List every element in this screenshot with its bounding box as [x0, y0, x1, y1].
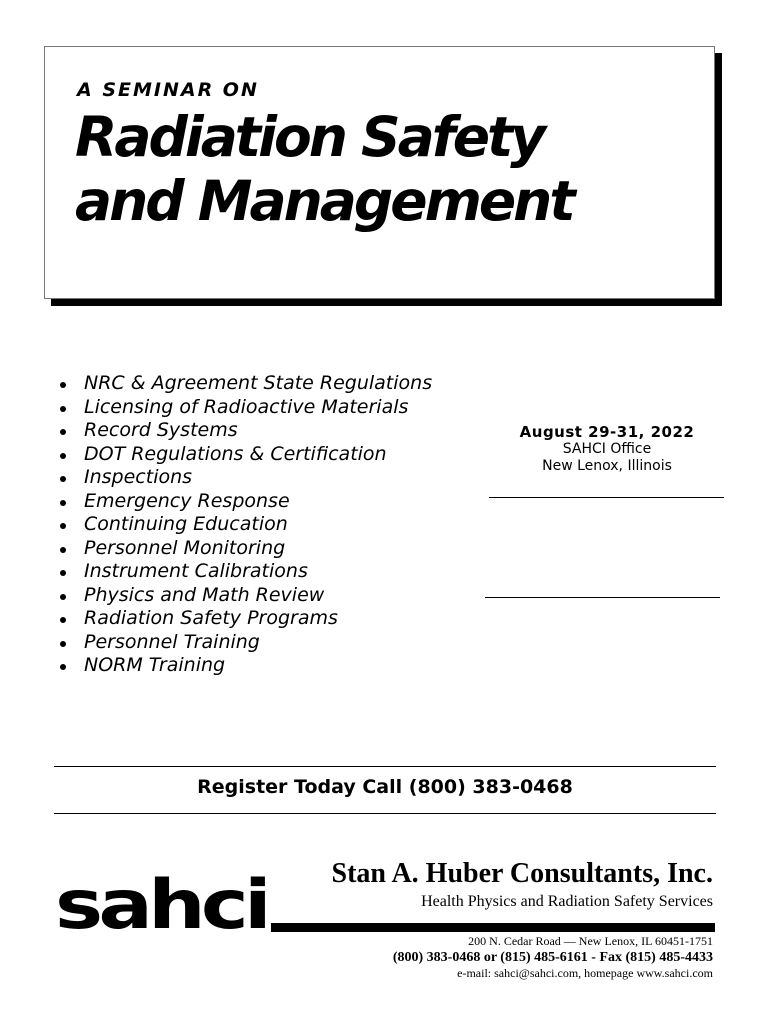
event-details: [490, 424, 724, 475]
topic-text: Record Systems: [84, 419, 238, 441]
bullet-icon: [60, 429, 66, 435]
topic-text: Personnel Training: [84, 630, 260, 653]
bullet-icon: [60, 453, 66, 459]
topic-text: NORM Training: [84, 654, 226, 676]
list-item: [58, 396, 432, 420]
topic-text: NRC & Agreement State Regulations: [84, 372, 433, 394]
bullet-icon: [60, 570, 66, 576]
topic-text: Licensing of Radioactive Materials: [84, 395, 409, 418]
event-city: New Lenox, Illinois: [542, 458, 672, 474]
list-item: [58, 654, 432, 678]
bullet-icon: [60, 500, 66, 506]
company-email: e-mail: sahci@sahci.com, homepage www.sahci.com: [457, 966, 713, 980]
event-date: August 29-31, 2022: [519, 423, 695, 441]
topic-text: Personnel Monitoring: [84, 536, 286, 559]
list-item: [58, 419, 432, 443]
topic-text: Instrument Calibrations: [84, 560, 308, 582]
contact-block: [393, 934, 713, 981]
bullet-icon: [60, 617, 66, 623]
event-divider-2: [485, 597, 720, 598]
title-box: [44, 46, 715, 299]
seminar-title: [75, 105, 573, 233]
bullet-icon: [60, 664, 66, 670]
topic-text: Inspections: [84, 466, 193, 488]
topic-text: Physics and Math Review: [84, 583, 325, 606]
bullet-icon: [60, 406, 66, 412]
bullet-icon: [60, 523, 66, 529]
bullet-icon: [60, 476, 66, 482]
bullet-icon: [60, 594, 66, 600]
bullet-icon: [60, 547, 66, 553]
bullet-icon: [60, 382, 66, 388]
event-divider-1: [489, 497, 724, 498]
list-item: [58, 466, 432, 490]
register-rule-top: [54, 766, 716, 767]
list-item: [58, 560, 432, 584]
list-item: [58, 513, 432, 537]
list-item: [58, 443, 432, 467]
topic-text: DOT Regulations & Certification: [84, 442, 387, 465]
company-phones: (800) 383-0468 or (815) 485-6161 - Fax (815) 485-4433: [392, 950, 713, 965]
company-address: 200 N. Cedar Road — New Lenox, IL 60451-1751: [468, 934, 713, 948]
list-item: [58, 631, 432, 655]
topic-list: [58, 372, 432, 678]
event-venue: SAHCI Office: [562, 441, 652, 457]
logo-wordmark: sahci: [55, 872, 267, 934]
seminar-kicker: A SEMINAR ON: [77, 79, 259, 101]
list-item: [58, 372, 432, 396]
list-item: [58, 584, 432, 608]
company-block: [332, 858, 713, 912]
register-call-to-action: Register Today Call (800) 383-0468: [197, 776, 573, 798]
topic-text: Continuing Education: [84, 513, 288, 535]
title-line-2: and Management: [75, 169, 573, 233]
title-line-1: Radiation Safety: [75, 105, 544, 169]
list-item: [58, 490, 432, 514]
list-item: [58, 537, 432, 561]
company-name: Stan A. Huber Consultants, Inc.: [331, 858, 713, 889]
topic-text: Radiation Safety Programs: [84, 607, 338, 629]
topic-text: Emergency Response: [84, 489, 290, 512]
register-rule-bottom: [54, 813, 716, 814]
list-item: [58, 607, 432, 631]
company-tagline: Health Physics and Radiation Safety Services: [421, 893, 713, 910]
bullet-icon: [60, 641, 66, 647]
